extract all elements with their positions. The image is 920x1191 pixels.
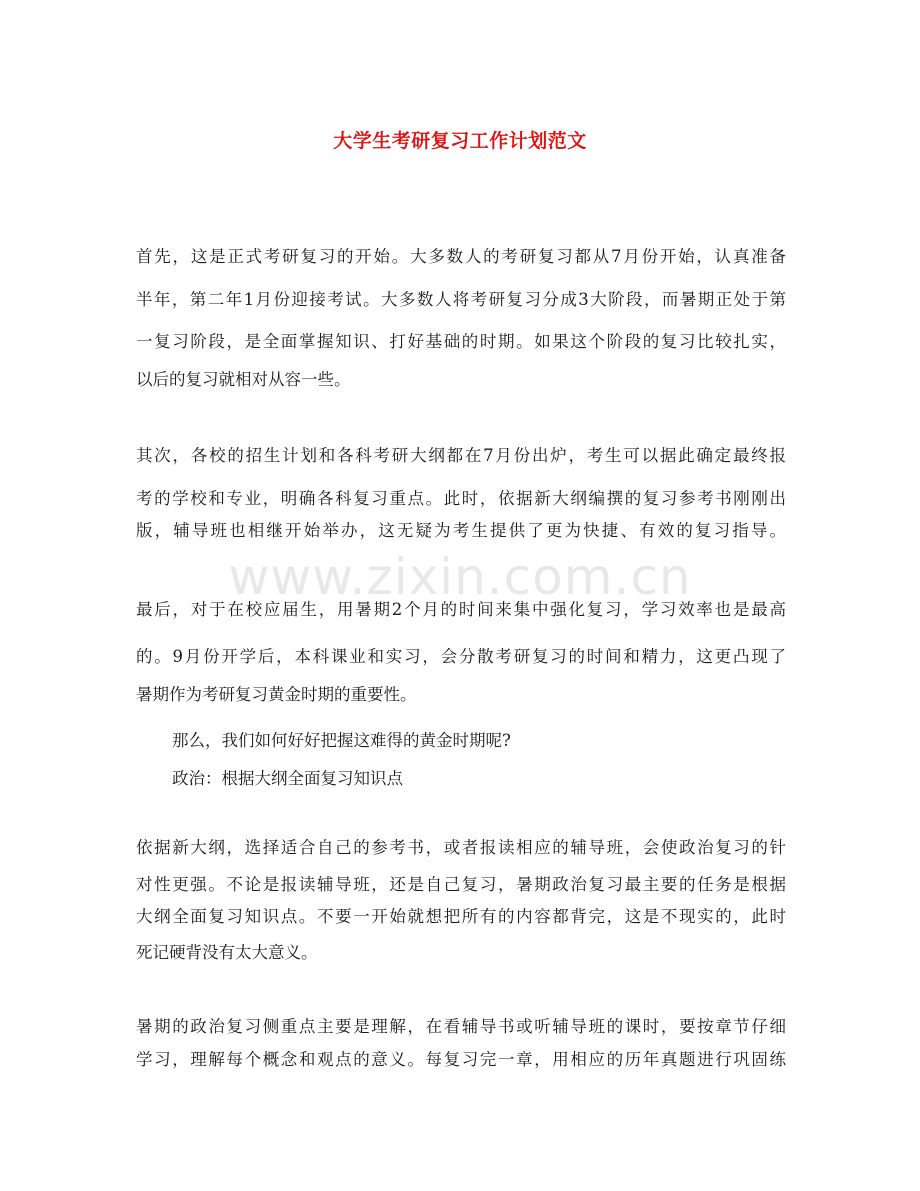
paragraph-6-line-2: 对性更强。不论是报读辅导班，还是自己复习，暑期政治复习最主要的任务是根据 [136, 875, 786, 894]
paragraph-1-line-1: 首先，这是正式考研复习的开始。大多数人的考研复习都从7月份开始，认真准备 [136, 247, 786, 266]
paragraph-3-line-1: 最后，对于在校应届生，用暑期2个月的时间来集中强化复习，学习效率也是最高 [136, 600, 786, 619]
paragraph-4-line-1: 那么，我们如何好好把握这难得的黄金时期呢? [172, 731, 511, 750]
paragraph-6-line-4: 死记硬背没有太大意义。 [136, 943, 318, 962]
paragraph-7-line-1: 暑期的政治复习侧重点主要是理解，在看辅导书或听辅导班的课时，要按章节仔细 [136, 1017, 786, 1036]
paragraph-6-line-1: 依据新大纲，选择适合自己的参考书，或者报读相应的辅导班，会使政治复习的针 [136, 838, 786, 857]
paragraph-3-line-2: 的。9月份开学后，本科课业和实习，会分散考研复习的时间和精力，这更凸现了 [136, 647, 786, 666]
paragraph-6-line-3: 大纲全面复习知识点。不要一开始就想把所有的内容都背完，这是不现实的，此时 [136, 907, 786, 926]
paragraph-2-line-1: 其次，各校的招生计划和各科考研大纲都在7月份出炉，考生可以据此确定最终报 [136, 446, 786, 465]
paragraph-2-line-2: 考的学校和专业，明确各科复习重点。此时，依据新大纲编撰的复习参考书刚刚出 [136, 489, 786, 508]
section-heading-politics: 政治：根据大纲全面复习知识点 [172, 769, 403, 788]
paragraph-2-line-3: 版，辅导班也相继开始举办，这无疑为考生提供了更为快捷、有效的复习指导。 [136, 521, 786, 540]
paragraph-7-line-2: 学习，理解每个概念和观点的意义。每复习完一章，用相应的历年真题进行巩固练 [136, 1050, 786, 1069]
document-title: 大学生考研复习工作计划范文 [333, 130, 587, 152]
paragraph-3-line-3: 暑期作为考研复习黄金时期的重要性。 [136, 685, 417, 704]
paragraph-1-line-2: 半年，第二年1月份迎接考试。大多数人将考研复习分成3大阶段，而暑期正处于第 [136, 290, 786, 309]
watermark: www.zixin.com.cn [228, 548, 692, 606]
paragraph-1-line-4: 以后的复习就相对从容一些。 [136, 370, 351, 389]
paragraph-1-line-3: 一复习阶段，是全面掌握知识、打好基础的时期。如果这个阶段的复习比较扎实， [136, 332, 786, 351]
